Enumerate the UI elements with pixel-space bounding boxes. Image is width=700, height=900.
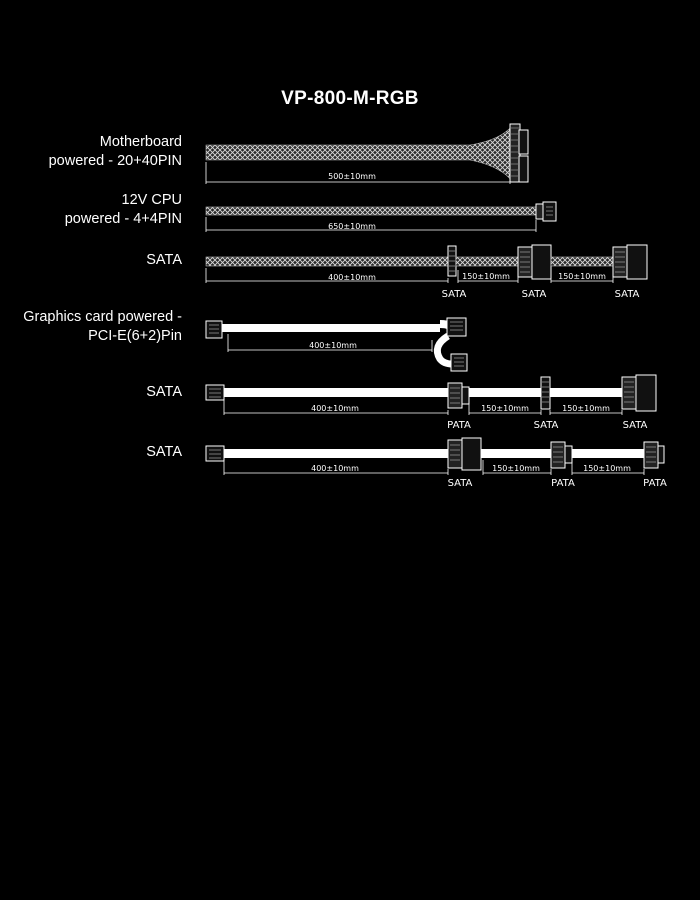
label-line: SATA [146,384,182,400]
length-label: 150±10mm [558,272,606,281]
connector-label: PATA [643,478,667,489]
connector-label: SATA [533,420,559,431]
connector-label: PATA [447,420,471,431]
length-label: 150±10mm [583,464,631,473]
label-line: Graphics card powered - [23,309,182,325]
connector-label: SATA [441,289,467,300]
label-line: Motherboard [99,134,182,150]
connector-label: SATA [614,289,640,300]
length-label: 400±10mm [311,404,359,413]
label-line: powered - 20+40PIN [48,153,182,169]
length-label: 400±10mm [311,464,359,473]
dimension-line [206,268,613,283]
diagram-title: VP-800-M-RGB [281,88,419,109]
label-line: powered - 4+4PIN [64,211,182,227]
length-label: 150±10mm [481,404,529,413]
length-label: 500±10mm [328,172,376,181]
connector-label: SATA [622,420,648,431]
connector-label: SATA [447,478,473,489]
connector-label: PATA [551,478,575,489]
length-label: 150±10mm [562,404,610,413]
length-label: 400±10mm [309,341,357,350]
label-line: SATA [146,252,182,268]
length-label: 150±10mm [462,272,510,281]
label-line: PCI-E(6+2)Pin [88,328,182,344]
cpu-cable [206,202,556,221]
connector-label: SATA [521,289,547,300]
length-label: 400±10mm [328,273,376,282]
dimension-line [224,460,644,475]
label-line: 12V CPU [121,192,182,208]
label-line: SATA [146,444,182,460]
length-label: 150±10mm [492,464,540,473]
length-label: 650±10mm [328,222,376,231]
